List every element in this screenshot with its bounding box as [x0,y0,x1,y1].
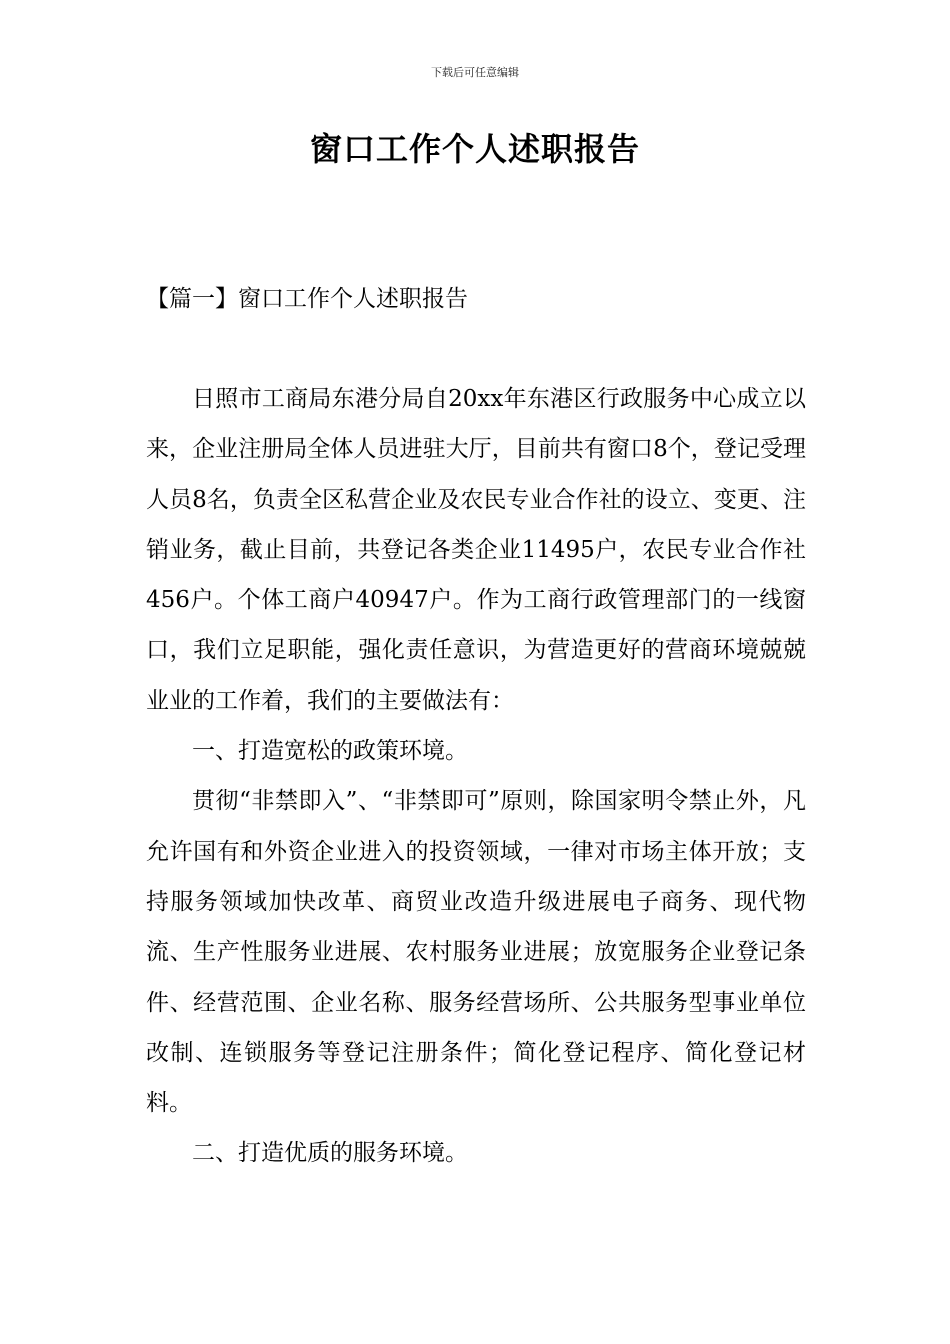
document-title: 窗口工作个人述职报告 [309,130,640,168]
paragraph-point-1-body: 贯彻“非禁即入”、“非禁即可”原则，除国家明令禁止外，凡允许国有和外资企业进入的投资领域，一律对市场主体开放；支持服务领域加快改革、商贸业改造升级进展电子商务、现代物流、生产性服务业进展、农村服务业进展；放宽服务企业登记条件、经营范围、企业名称、服务经营场所、公共服务型事业单位改制、连锁服务等登记注册条件；简化登记程序、简化登记材料。 [146,788,806,1117]
header-note: 下载后可任意编辑 [431,66,519,79]
paragraph-intro: 日照市工商局东港分局自20xx年东港区行政服务中心成立以来，企业注册局全体人员进驻大厅，目前共有窗口8个，登记受理人员8名，负责全区私营企业及农民专业合作社的设立、变更、注销业务，截止目前，共登记各类企业11495户，农民专业合作社456户。个体工商户40947户。作为工商行政管理部门的一线窗口，我们立足职能，强化责任意识，为营造更好的营商环境兢兢业业的工作着，我们的主要做法有： [146,386,806,714]
paragraph-point-1-heading: 一、打造宽松的政策环境。 [192,738,468,765]
section-heading: 【篇一】窗口工作个人述职报告 [146,286,468,312]
paragraph-point-2-heading: 二、打造优质的服务环境。 [192,1140,468,1167]
document-body [146,374,806,1179]
